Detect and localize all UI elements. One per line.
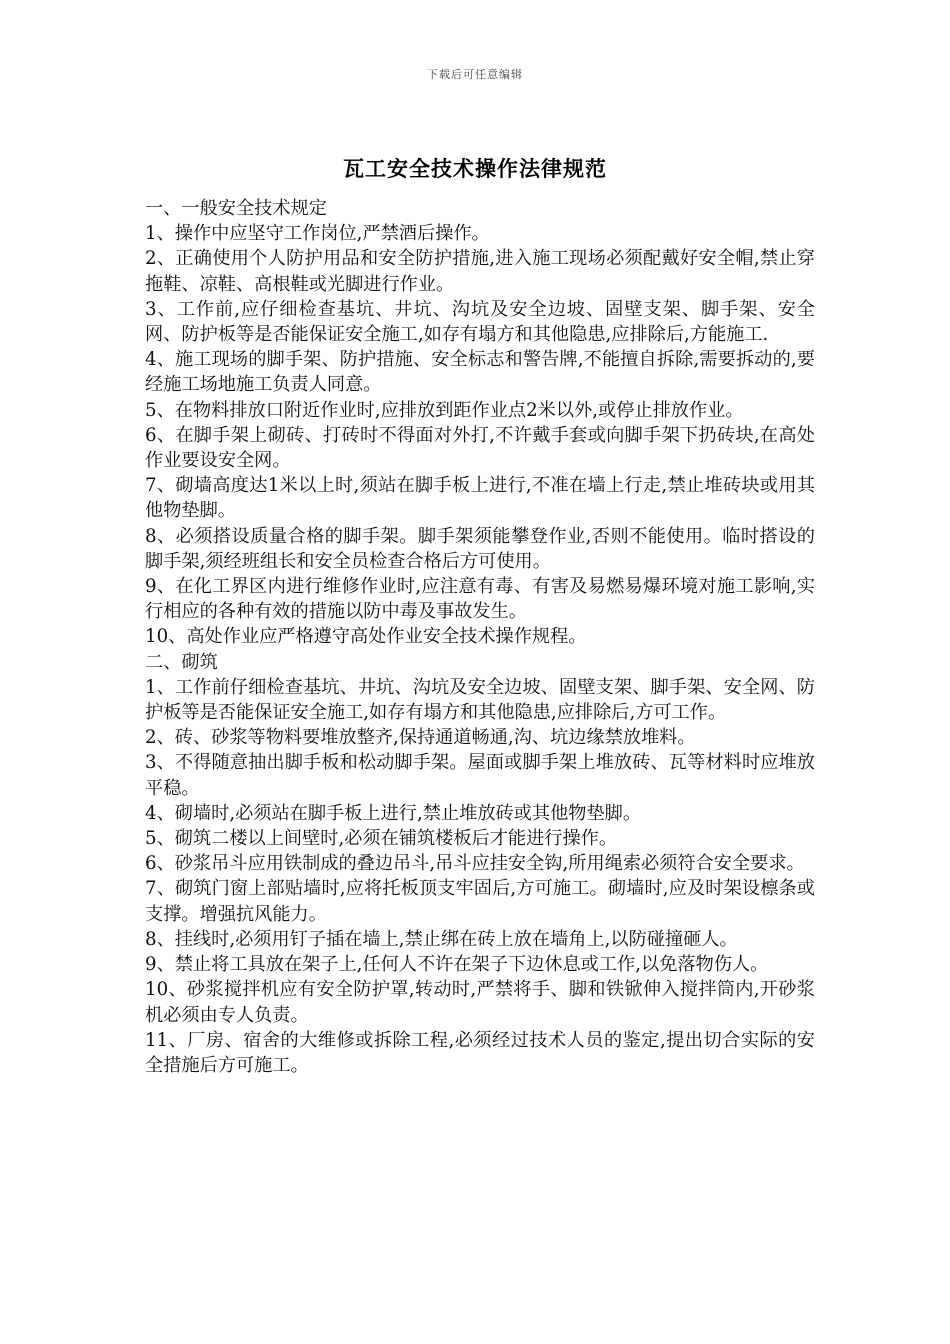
rule-item: 10、砂浆搅拌机应有安全防护罩,转动时,严禁将手、脚和铁锨伸入搅拌筒内,开砂浆机必须由专人负责。 [145,979,815,1026]
section-heading: 一、一般安全技术规定 [145,198,327,219]
rule-item: 8、必须搭设质量合格的脚手架。脚手架须能攀登作业,否则不能使用。临时搭设的脚手架,须经班组长和安全员检查合格后方可使用。 [145,525,815,572]
rule-item: 11、厂房、宿舍的大维修或拆除工程,必须经过技术人员的鉴定,提出切合实际的安全措施后方可施工。 [145,1029,815,1076]
document-title: 瓦工安全技术操作法律规范 [343,156,607,181]
rule-item: 3、不得随意抽出脚手板和松动脚手架。屋面或脚手架上堆放砖、瓦等材料时应堆放平稳。 [145,752,815,799]
rule-item: 3、工作前,应仔细检查基坑、井坑、沟坑及安全边坡、固壁支架、脚手架、安全网、防护板等是否能保证安全施工,如存有塌方和其他隐患,应排除后,方能施工. [145,298,815,346]
rule-item: 1、操作中应坚守工作岗位,严禁酒后操作。 [145,223,490,245]
rule-item: 5、砌筑二楼以上间壁时,必须在铺筑楼板后才能进行操作。 [145,828,618,850]
rule-item: 4、砌墙时,必须站在脚手板上进行,禁止堆放砖或其他物垫脚。 [145,802,642,824]
rule-item: 4、施工现场的脚手架、防护措施、安全标志和警告牌,不能擅自拆除,需要拆动的,要经施工场地施工负责人同意。 [145,349,815,396]
rule-item: 2、砖、砂浆等物料要堆放整齐,保持通道畅通,沟、坑边缘禁放堆料。 [145,727,696,749]
rule-item: 9、在化工界区内进行维修作业时,应注意有毒、有害及易燃易爆环境对施工影响,实行相应的各种有效的措施以防中毒及事故发生。 [145,576,815,623]
rule-item: 8、挂线时,必须用钉子插在墙上,禁止绑在砖上放在墙角上,以防碰撞砸人。 [145,928,738,950]
rule-item: 2、正确使用个人防护用品和安全防护措施,进入施工现场必须配戴好安全帽,禁止穿拖鞋、凉鞋、高根鞋或光脚进行作业。 [145,248,815,295]
rule-item: 6、砂浆吊斗应用铁制成的叠边吊斗,吊斗应挂安全钩,所用绳索必须符合安全要求。 [145,853,805,875]
document-body [145,196,815,1078]
rule-item: 9、禁止将工具放在架子上,任何人不许在架子下边休息或工作,以免落物伤人。 [145,954,769,976]
page-header-note: 下载后可任意编辑 [427,68,523,81]
section-heading: 二、砌筑 [145,651,218,673]
rule-item: 7、砌筑门窗上部贴墙时,应将托板顶支牢固后,方可施工。砌墙时,应及时架设檩条或支撑。增强抗风能力。 [145,878,815,925]
rule-item: 1、工作前仔细检查基坑、井坑、沟坑及安全边坡、固壁支架、脚手架、安全网、防护板等是否能保证安全施工,如存有塌方和其他隐患,应排除后,方可工作。 [145,676,815,724]
rule-item: 5、在物料排放口附近作业时,应排放到距作业点2米以外,或停止排放作业。 [145,399,744,421]
rule-item: 6、在脚手架上砌砖、打砖时不得面对外打,不许戴手套或向脚手架下扔砖块,在高处作业要设安全网。 [145,424,815,472]
rule-item: 10、高处作业应严格遵守高处作业安全技术操作规程。 [145,626,587,648]
rule-item: 7、砌墙高度达1米以上时,须站在脚手板上进行,不准在墙上行走,禁止堆砖块或用其他物垫脚。 [145,475,815,522]
